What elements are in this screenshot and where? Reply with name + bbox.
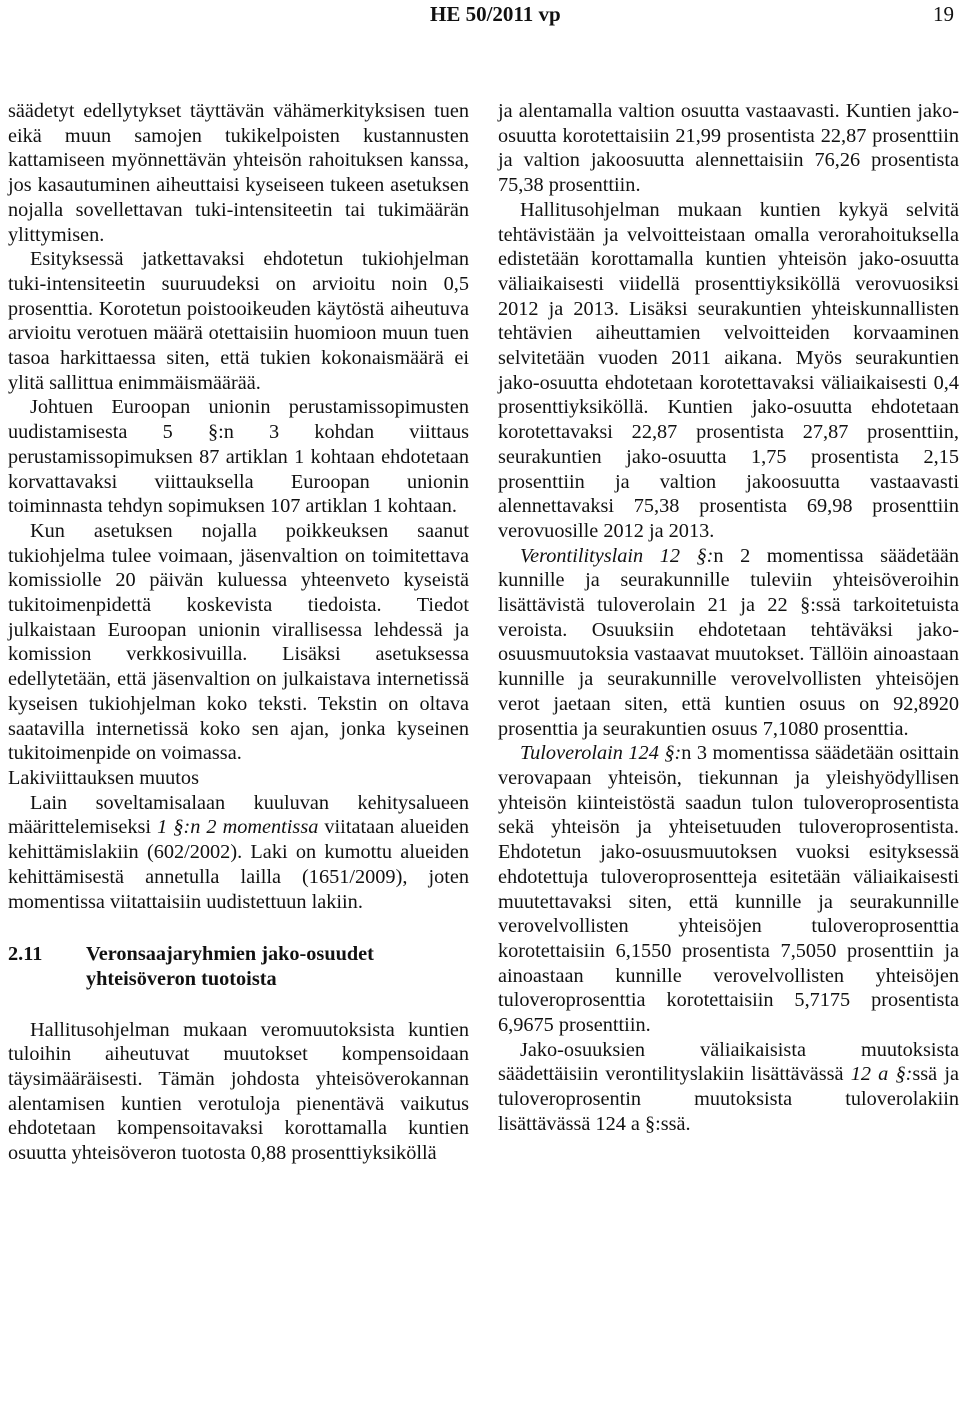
section-heading [8, 942, 469, 991]
text: Lain soveltamisalaan kuuluvan kehitysalueen määrittelemiseksi [8, 791, 469, 839]
paragraph [8, 791, 469, 915]
paragraph: Hallitusohjelman mukaan veromuutoksista kuntien tuloihin aiheutuvat muutokset kompensoidaan täysimääräisesti. Tämän johdosta yhteisöverokannan alentamisen kuntien verotuloja pienentävä vaikutus ehdotetaan kompensoitavaksi korottamalla kuntien osuutta yhteisöveron tuotosta 0,88 prosenttiyksiköllä [8, 1018, 469, 1165]
paragraph [498, 741, 959, 1037]
page-header [0, 0, 960, 40]
statute-reference: 1 §:n 2 momentissa [157, 816, 319, 839]
paragraph: ja alentamalla valtion osuutta vastaavasti. Kuntien jako-osuutta korotettaisiin 21,99 prosentista 22,87 prosenttiin ja valtion jakoosuutta alennettaisiin 76,26 prosentista 75,38 prosenttiin. [498, 100, 959, 197]
paragraph: Esityksessä jatkettavaksi ehdotetun tukiohjelman tuki-intensiteetin suuruudeksi on arvioitu noin 0,5 prosenttia. Korotetun poistooikeuden käytöstä aiheutuva arvioitu verotuen määrä otettaisiin huomioon muun tuen tasoa harkittaessa siten, että tukien kokonaismäärä ei ylitä sallittua enimmäismäärää. [8, 248, 469, 394]
text: viitataan alueiden kehittämislakiin (602/2002). Laki on kumottu alueiden kehittämisestä annetulla lailla (1651/2009), joten momentissa viitattaisiin uudistettuun lakiin. [8, 816, 469, 913]
text: n 2 momentissa säädetään kunnille ja seurakunnille tuleviin yhteisöveroihin lisättävistä tuloverolain 21 ja 22 §:ssä tarkoitetuista veroista. Osuuksiin ehdotetaan tehtäväksi jako-osuusmuutoksia vastaavat muutokset. Tällöin ainoastaan kunnille ja seurakunnille verovelvollisten yhteisöjen verot jaetaan siten, että kuntien osuus on 92,8920 prosenttia ja seurakuntien osuus 7,1080 prosenttia. [498, 544, 960, 740]
text: Jako-osuuksien väliaikaisista muutoksista säädettäisiin verontilityslakiin lisättävässä [498, 1038, 959, 1086]
text: n 3 momentissa säädetään osittain verovapaan yhteisön, tiekunnan ja yleishyödyllisen yhteisön kiinteistöstä saadun tulon tuloveroprosentista sekä yhteisön ja yhteisetuuden tuloveroprosentista. Ehdotetun jako-osuusmuutoksen vuoksi esityksessä ehdotettuja tuloveroprosentteja esitetään väliaikaisesti muutettavaksi siten, että kunnille ja seurakunnille verovelvollisten yhteisöjen tuloveroprosenttia korotettaisiin 6,1550 prosentista 7,5050 prosenttiin ja ainoastaan kunnille verovelvollisten yhteisöjen tuloveroprosenttia korotettaisiin 5,7175 prosentista 6,9675 prosenttiin. [498, 742, 959, 1037]
section-number: 2.11 [8, 943, 43, 966]
statute-reference: Verontilityslain 12 §: [520, 544, 714, 567]
statute-reference: Tuloverolain 124 §: [520, 742, 682, 765]
right-column [498, 99, 959, 1137]
text: ssä ja tuloveroprosentin muutoksista tuloverolakiin lisättävässä 124 a §:ssä. [498, 1063, 959, 1135]
paragraph: Johtuen Euroopan unionin perustamissopimusten uudistamisesta 5 §:n 3 kohdan viittaus perustamissopimuksen 87 artiklan 1 kohtaan ehdotetaan korvattavaksi viittauksella Euroopan unionin toiminnasta tehdyn sopimuksen 107 artiklan 1 kohtaan. [8, 396, 469, 518]
left-column [8, 99, 469, 1166]
document-id: HE 50/2011 vp [430, 2, 561, 26]
section-title: Veronsaajaryhmien jako-osuudet yhteisöveron tuotoista [86, 943, 374, 990]
paragraph: säädetyt edellytykset täyttävän vähämerkityksisen tuen eikä muun samojen tukikelpoisten kustannusten kattamiseen myönnettävän yhteisön rahoituksen kanssa, jos kasautuminen aiheuttaisi kyseiseen tukeen asetuksen nojalla sovellettavan tuki-intensiteetin tai tukimäärän ylittymisen. [8, 100, 469, 246]
statute-reference: 12 a §: [850, 1063, 913, 1086]
paragraph: Kun asetuksen nojalla poikkeuksen saanut tukiohjelma tulee voimaan, jäsenvaltion on toimitettava komissiolle 20 päivän kuluessa yhteenveto kyseistä tukitoimenpidettä koskevista tiedoista. Tiedot julkaistaan Euroopan unionin virallisessa lehdessä ja komission verkkosivuilla. Lisäksi asetuksessa edellytetään, että jäsenvaltion on julkaistava internetissä kyseisen tukiohjelman koko teksti. Tekstin on oltava saatavilla internetissä koko sen ajan, jonka kyseinen tukitoimenpide on voimassa. [8, 519, 469, 765]
page-number: 19 [933, 2, 954, 26]
paragraph: Hallitusohjelman mukaan kuntien kykyä selvitä tehtävistään ja velvoitteistaan omalla verorahoituksella edistetään korottamalla kuntien yhteisön jako-osuutta väliaikaisesti viidellä prosenttiyksiköllä verovuosiksi 2012 ja 2013. Lisäksi seurakuntien yhteiskunnallisten tehtävien aiheuttamien velvoitteiden korvaaminen selvitetään vuoden 2011 aikana. Myös seurakuntien jako-osuutta ehdotetaan korotettavaksi väliaikaisesti 0,4 prosenttiyksiköllä. Kuntien jako-osuutta ehdotetaan korotettavaksi 22,87 prosentista 27,87 prosenttiin, seurakuntien jako-osuutta 1,75 prosentista 2,15 prosenttiin ja valtion jakoosuutta vastaavasti alennettavaksi 75,38 prosentista 69,98 prosenttiin verovuosille 2012 ja 2013. [498, 198, 959, 542]
subheading: Lakiviittauksen muutos [8, 766, 199, 789]
paragraph [498, 544, 959, 742]
paragraph [498, 1038, 959, 1137]
